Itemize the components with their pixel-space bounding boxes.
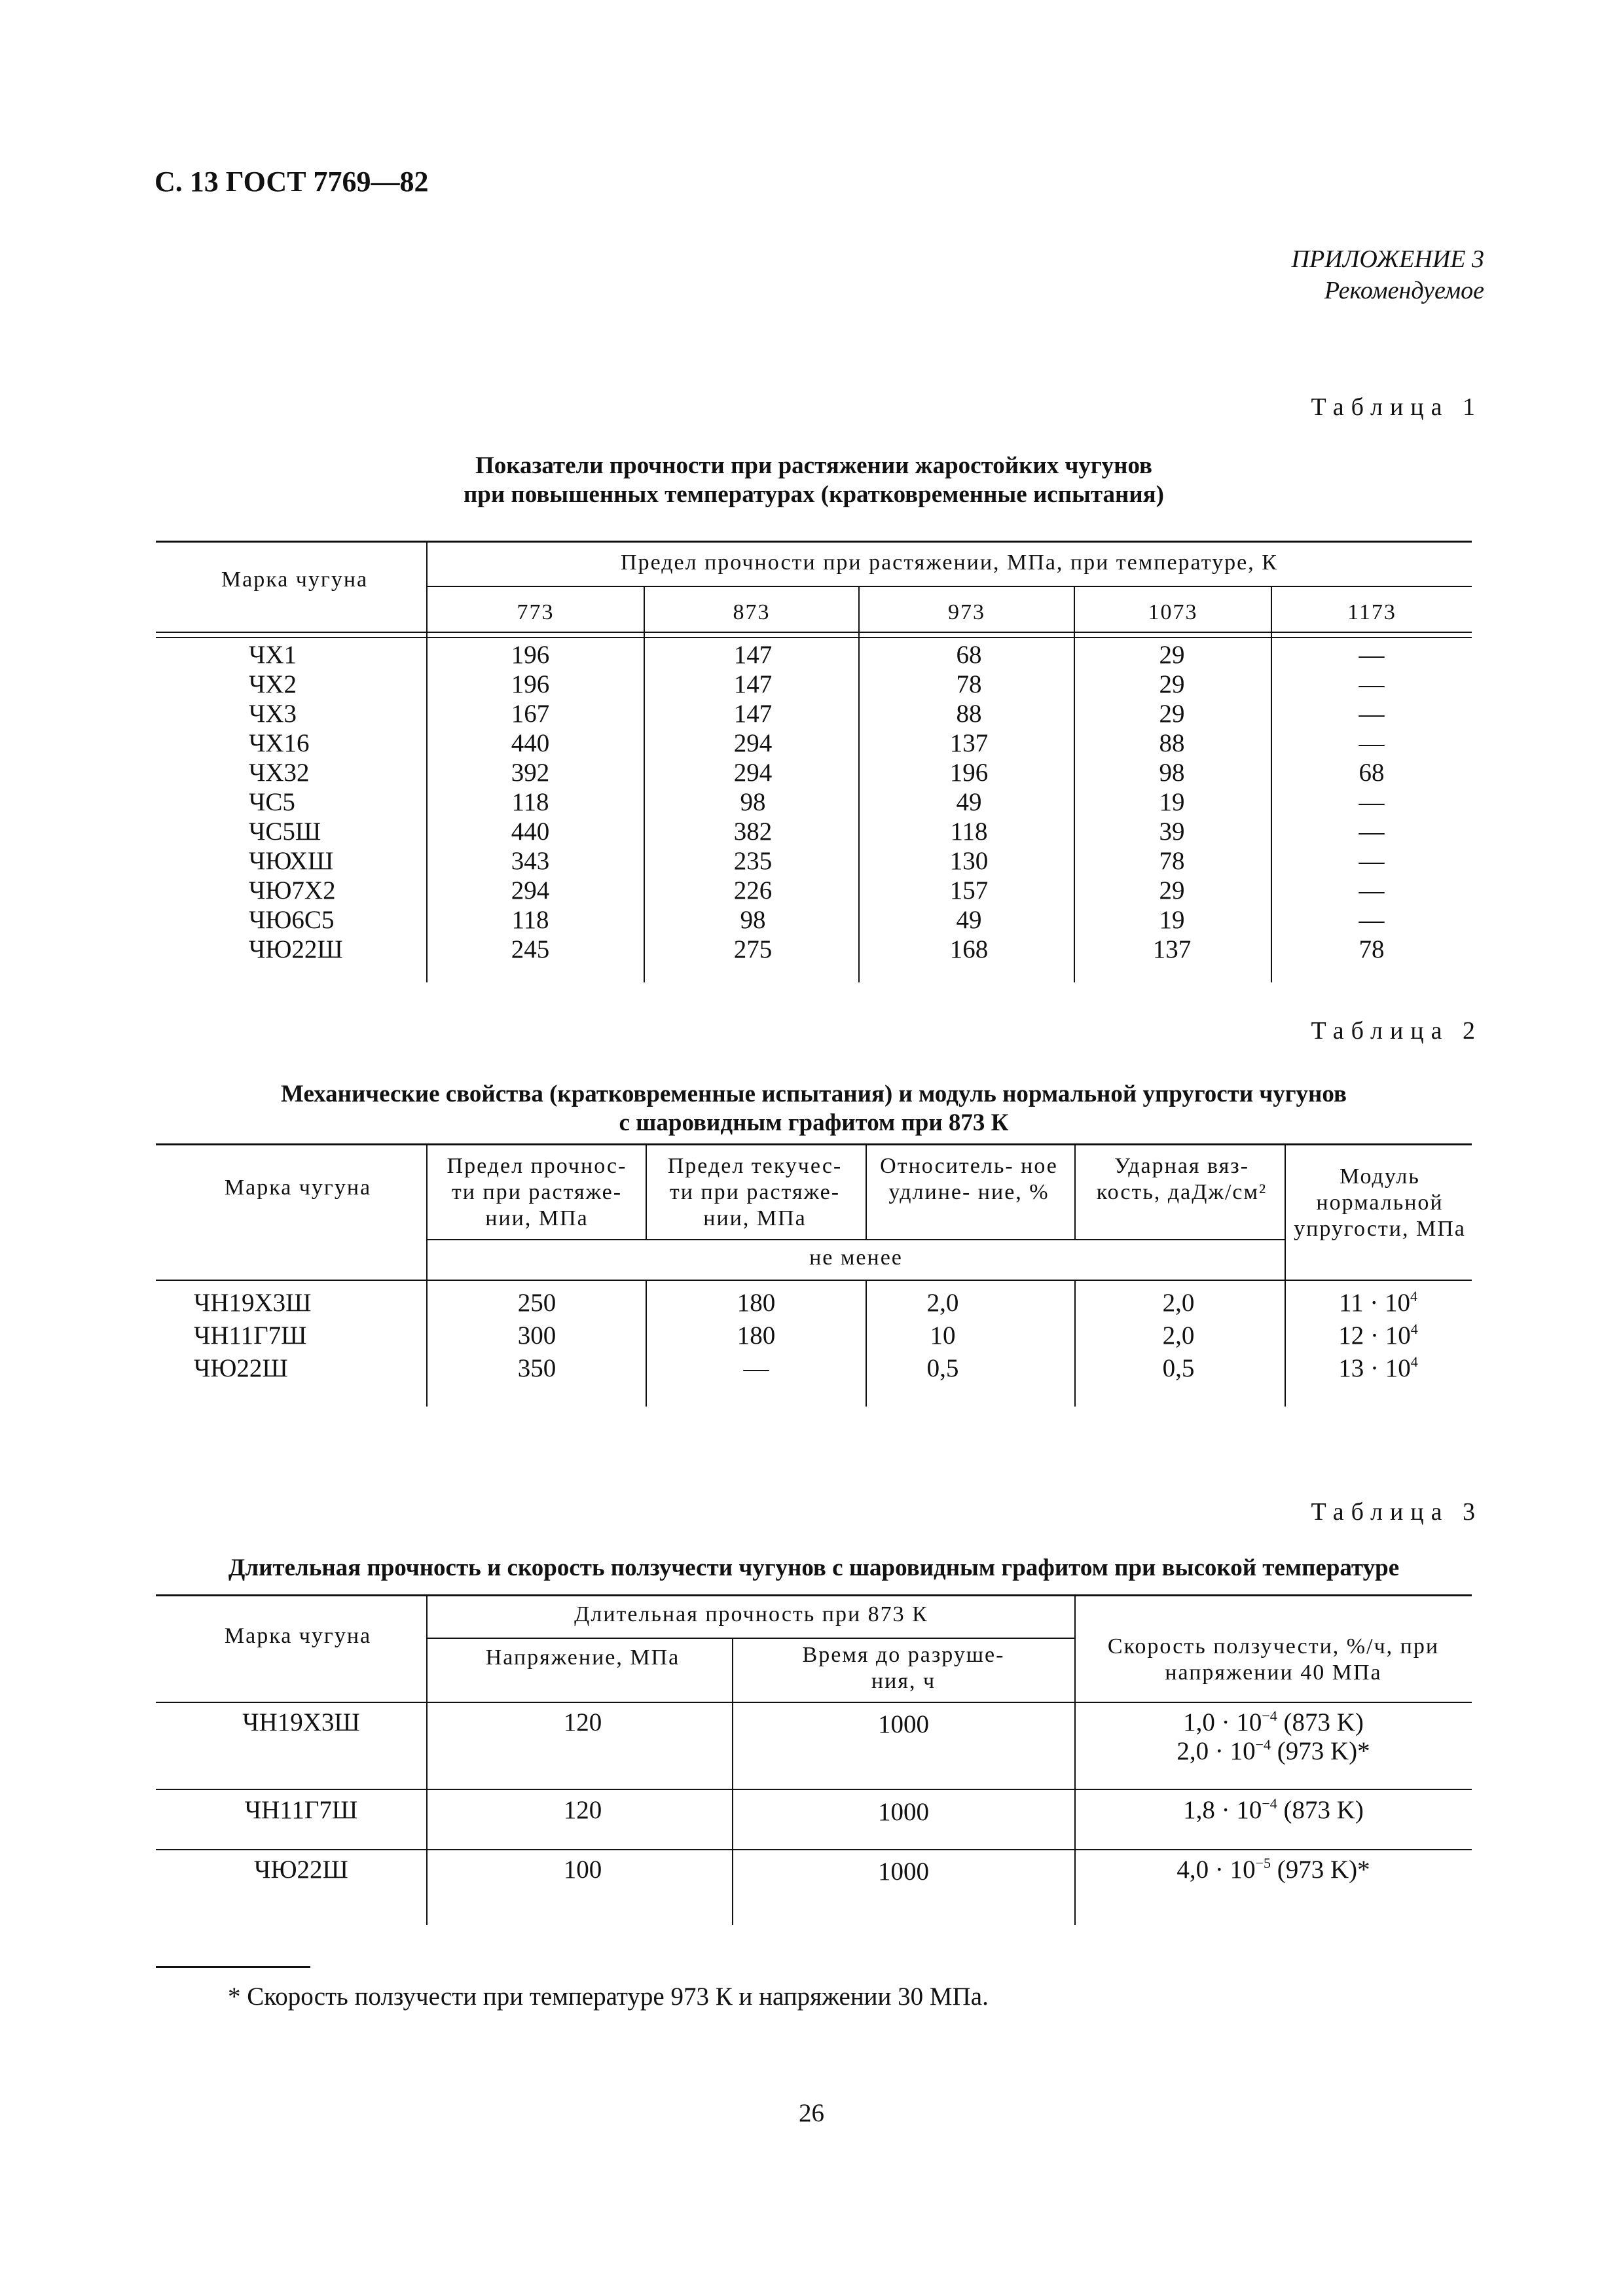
table1-cell-773: 440 [511,729,550,757]
table1-cell-1073: 29 [1159,700,1185,728]
table1-cell-973: 157 [949,876,989,905]
table1-label: Таблица 1 [1311,393,1482,421]
table1-cell-1173: 78 [1359,935,1385,963]
table3-col-creep: Скорость ползучести, %/ч, при напряжении 40 МПа [1107,1634,1440,1685]
table3-vline [1074,1594,1076,1925]
table2-cell-brand: ЧН11Г7Ш [194,1321,307,1350]
appendix-subtitle: Рекомендуемое [1324,277,1484,304]
table2-cell-elong: 2,0 [926,1289,959,1317]
table1-cell-873: 382 [733,817,773,846]
table2-caption-line1: Механические свойства (кратковременные испытания) и модуль нормальной упругости чугунов [281,1081,1347,1107]
table2-col-modulus: Модуль нормальной упругости, МПа [1294,1164,1466,1241]
table3-col-stress: Напряжение, МПа [485,1645,680,1670]
table1-cell-1073: 137 [1152,935,1192,963]
table3-group-header: Длительная прочность при 873 К [574,1602,928,1626]
table3-cell-brand: ЧН11Г7Ш [244,1796,358,1824]
table1-cell-873: 98 [740,788,766,816]
table1-temp-header: 1173 [1347,600,1396,624]
table3-cell-stress: 120 [563,1708,602,1736]
table1-cell-773: 167 [511,700,550,728]
footnote: * Скорость ползучести при температуре 973 К и напряжении 30 МПа. [228,1982,989,2011]
table1-cell-brand: ЧС5Ш [249,817,321,846]
table1-cell-1073: 39 [1159,817,1185,846]
table3-cell-brand: ЧЮ22Ш [254,1856,348,1884]
table2-cell-modulus: $13 \cdot 10^4$ [1338,1354,1418,1382]
table1-cell-773: 440 [511,817,550,846]
table1-cell-973: 137 [949,729,989,757]
table1-cell-873: 98 [740,906,766,934]
table1-cell-brand: ЧХ3 [249,700,297,728]
table1-temp-header: 873 [733,600,771,624]
table1-cell-1073: 88 [1159,729,1185,757]
table2-cell-tensile: 300 [517,1321,556,1350]
table1-cell-1173: — [1359,670,1385,698]
table1-cell-1173: — [1359,641,1385,669]
table1-cell-brand: ЧЮ6С5 [249,906,335,934]
table2-col-yield: Предел текучес- ти при растяже- нии, МПа [667,1154,843,1230]
table1-cell-1173: — [1359,906,1385,934]
table1-cell-873: 147 [733,670,773,698]
table3-cell-creep: $1,0 \cdot 10^{-4}$ (873 K) [1183,1708,1364,1736]
table1-cell-873: 226 [733,876,773,905]
table2-cell-tensile: 350 [517,1354,556,1382]
page-header: С. 13 ГОСТ 7769—82 [155,166,429,198]
table2-cell-brand: ЧЮ22Ш [194,1354,288,1382]
table1-cell-brand: ЧХ2 [249,670,297,698]
table2-cell-yield: 180 [737,1321,776,1350]
table3-row-rule [156,1789,1472,1790]
table1-cell-1173: — [1359,700,1385,728]
appendix-title: ПРИЛОЖЕНИЕ 3 [1291,245,1484,273]
table1-cell-973: 88 [956,700,982,728]
table2-cell-tensile: 250 [517,1289,556,1317]
table1-cell-773: 294 [511,876,550,905]
table1-cell-973: 49 [956,906,982,934]
table3-cell-brand: ЧН19Х3Ш [242,1708,360,1736]
table2-col-brand: Марка чугуна [224,1175,372,1200]
table1-temp-header: 1073 [1148,600,1198,624]
table1-cell-973: 130 [949,847,989,875]
table1-cell-773: 392 [511,759,550,787]
table1-cell-973: 49 [956,788,982,816]
table2-cell-impact: 2,0 [1162,1289,1195,1317]
table2-col-elong: Относитель- ное удлине- ние, % [880,1154,1058,1204]
table2-col-tensile: Предел прочнос- ти при растяже- нии, МПа [447,1154,627,1230]
table3-cell-stress: 120 [563,1796,602,1824]
table3-row-rule [156,1849,1472,1850]
table1-temp-header: 773 [517,600,555,624]
table1-cell-brand: ЧЮ7Х2 [249,876,336,905]
table1-cell-brand: ЧС5 [249,788,295,816]
table1-cell-873: 294 [733,729,773,757]
table1-cell-1173: — [1359,788,1385,816]
table3-sub-rule [427,1638,1075,1639]
table3-cell-creep: $2,0 \cdot 10^{-4}$ (973 K)* [1176,1736,1370,1765]
table3-vline [426,1594,428,1925]
table3-top-rule [156,1594,1472,1596]
table1-cell-973: 78 [956,670,982,698]
table1-cell-773: 118 [511,788,549,816]
table2-label: Таблица 2 [1311,1017,1482,1045]
table1-cell-brand: ЧЮХШ [249,847,334,875]
table1-cell-brand: ЧЮ22Ш [249,935,343,963]
table1-cell-973: 168 [949,935,989,963]
table1-cell-1073: 29 [1159,670,1185,698]
table3-col-brand: Марка чугуна [224,1624,372,1648]
table1-cell-1073: 29 [1159,876,1185,905]
table3-cell-time: 1000 [878,1710,929,1738]
table1-caption-line2: при повышенных температурах (кратковременные испытания) [463,481,1165,508]
table3-caption: Длительная прочность и скорость ползучести чугунов с шаровидным графитом при высокой температуре [228,1554,1400,1581]
table1-cell-873: 147 [733,700,773,728]
table1-cell-873: 275 [733,935,773,963]
table2-cell-impact: 0,5 [1162,1354,1195,1382]
table3-cell-stress: 100 [563,1856,602,1884]
table3-cell-time: 1000 [878,1798,929,1826]
table1-cell-973: 68 [956,641,982,669]
table1-cell-1173: — [1359,817,1385,846]
table1-cell-brand: ЧХ32 [249,759,310,787]
table2-cell-brand: ЧН19Х3Ш [194,1289,312,1317]
table1-cell-773: 343 [511,847,550,875]
table1-cell-1073: 19 [1159,906,1185,934]
page-number: 26 [799,2099,824,2127]
table1-cell-1073: 98 [1159,759,1185,787]
table2-cell-elong: 0,5 [926,1354,959,1382]
table3-col-time: Время до разруше- ния, ч [802,1643,1005,1693]
table3-cell-time: 1000 [878,1857,929,1886]
table1-cell-873: 235 [733,847,773,875]
table1-cell-1173: — [1359,729,1385,757]
table3-cell-creep: $1,8 \cdot 10^{-4}$ (873 K) [1183,1795,1364,1824]
table1-temp-header: 973 [948,600,985,624]
table2-cell-yield: — [743,1354,769,1382]
table1-caption-line1: Показатели прочности при растяжении жаростойких чугунов [475,452,1153,479]
table1-cell-1173: 68 [1359,759,1385,787]
table3-cell-creep: $4,0 \cdot 10^{-5}$ (973 K)* [1176,1855,1370,1884]
table1-cell-873: 294 [733,759,773,787]
table1-cell-1073: 78 [1159,847,1185,875]
table1-cell-1073: 29 [1159,641,1185,669]
table1-col-brand: Марка чугуна [221,567,369,592]
table1-group-header: Предел прочности при растяжении, МПа, при температуре, К [621,550,1278,575]
table2-caption-line2: с шаровидным графитом при 873 К [619,1109,1009,1136]
table2-col-impact: Ударная вяз- кость, даДж/см² [1096,1154,1267,1204]
table1-cell-773: 196 [511,641,550,669]
table1-cell-773: 118 [511,906,549,934]
table2-cell-yield: 180 [737,1289,776,1317]
table1-cell-873: 147 [733,641,773,669]
table1-cell-773: 245 [511,935,550,963]
table2-not-less: не менее [809,1246,903,1270]
table1-cell-1173: — [1359,876,1385,905]
table1-cell-brand: ЧХ1 [249,641,297,669]
table2-cell-modulus: $12 \cdot 10^4$ [1338,1321,1418,1350]
table3-head-rule [156,1702,1472,1703]
table1-cell-1073: 19 [1159,788,1185,816]
table2-cell-modulus: $11 \cdot 10^4$ [1338,1288,1418,1317]
table1-cell-brand: ЧХ16 [249,729,310,757]
table1-cell-1173: — [1359,847,1385,875]
table2-cell-elong: 10 [930,1321,956,1350]
table3-vline [732,1638,733,1925]
footnote-rule [156,1966,310,1968]
table1-cell-973: 196 [949,759,989,787]
table3-label: Таблица 3 [1311,1498,1482,1526]
table1-cell-973: 118 [950,817,988,846]
table2-cell-impact: 2,0 [1162,1321,1195,1350]
table1-cell-773: 196 [511,670,550,698]
